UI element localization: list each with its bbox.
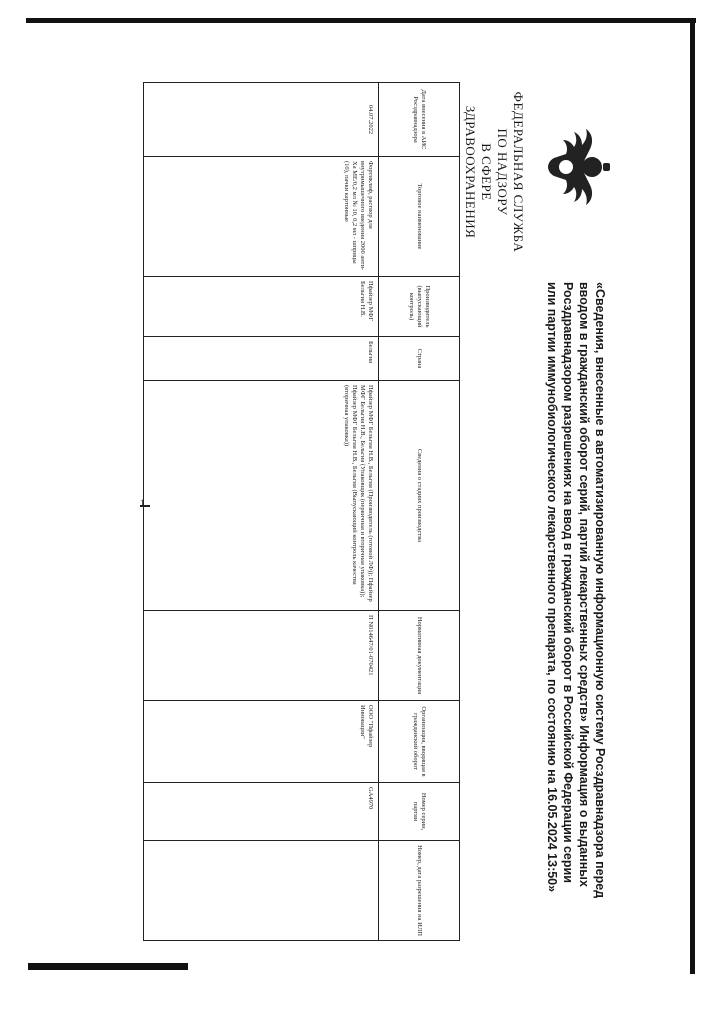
cell-manufacturer: Пфайзер МФГ Бельгия Н.В. <box>144 277 379 337</box>
cell-normative-docs: П N014647/01-070421 <box>144 611 379 701</box>
double-headed-eagle-emblem-icon <box>532 122 612 212</box>
cell-production-stages: Пфайзер МФГ Бельгия Н.В., Бельгия (Производитель (готовой ЛФ)); Пфайзер МФГ Бельгия Н.В., Бельгия (Упаковщик (первичная и вторичная упаковка)); Пфайзер МФГ Бельгия Н.В., Бельгия (Выпускающий контроль качества (вторичная упаковка)) <box>144 381 379 611</box>
service-name <box>462 82 526 262</box>
service-name-line1: ФЕДЕРАЛЬНАЯ СЛУЖБА ПО НАДЗОРУ <box>495 91 526 253</box>
header-country: Страна <box>379 337 460 381</box>
cell-batch-number: GA4970 <box>144 783 379 841</box>
cell-organization: ООО "Пфайзер Инновации" <box>144 701 379 783</box>
header-trade-name: Торговое наименование <box>379 157 460 277</box>
header-organization: Организация, вводящая в гражданский оборот <box>379 701 460 783</box>
header-date: Дата внесения в АИС Росздравнадзора <box>379 83 460 157</box>
header-permit: Номер, дата разрешения на ИЛП <box>379 841 460 941</box>
scan-edge-right <box>690 18 695 974</box>
cell-permit <box>144 841 379 941</box>
margin-annotation: 1 <box>140 498 145 508</box>
cell-country: Бельгия <box>144 337 379 381</box>
document-sheet <box>132 82 612 942</box>
header-manufacturer: Производитель (выпускающий контроль) <box>379 277 460 337</box>
header-batch-number: Номер серии, партии <box>379 783 460 841</box>
scan-edge-top <box>26 18 696 23</box>
table-header-row <box>379 83 460 941</box>
header-normative-docs: Нормативная документация <box>379 611 460 701</box>
cell-date: 04.07.2022 <box>144 83 379 157</box>
registry-table <box>143 82 460 941</box>
cell-trade-name: Фортиклиф, раствор для внутримышечного введения 2000 анти-Ха МЕ/0,2 мл № 10, 0,2 мл - шприцы (10), пачки картонные <box>144 157 379 277</box>
document-header <box>462 82 612 942</box>
document-heading <box>544 282 608 902</box>
table-row <box>144 83 379 941</box>
heading-text: «Сведения, внесенные в автоматизированную информационную систему Росздравнадзора перед вводом в гражданский оборот серий, партий лекарственных средств» Информация о выданных Росздравнадзором разрешениях на ввод в гражданский оборот в Российской Федерации серии или партии иммунобиологического лекарственного препарата, по состоянию на 16.05.2024 13:50» <box>545 282 607 899</box>
service-name-line2: В СФЕРЕ ЗДРАВООХРАНЕНИЯ <box>463 105 494 239</box>
scan-edge-bottom <box>28 963 188 970</box>
header-production-stages: Сведения о стадиях производства <box>379 381 460 611</box>
